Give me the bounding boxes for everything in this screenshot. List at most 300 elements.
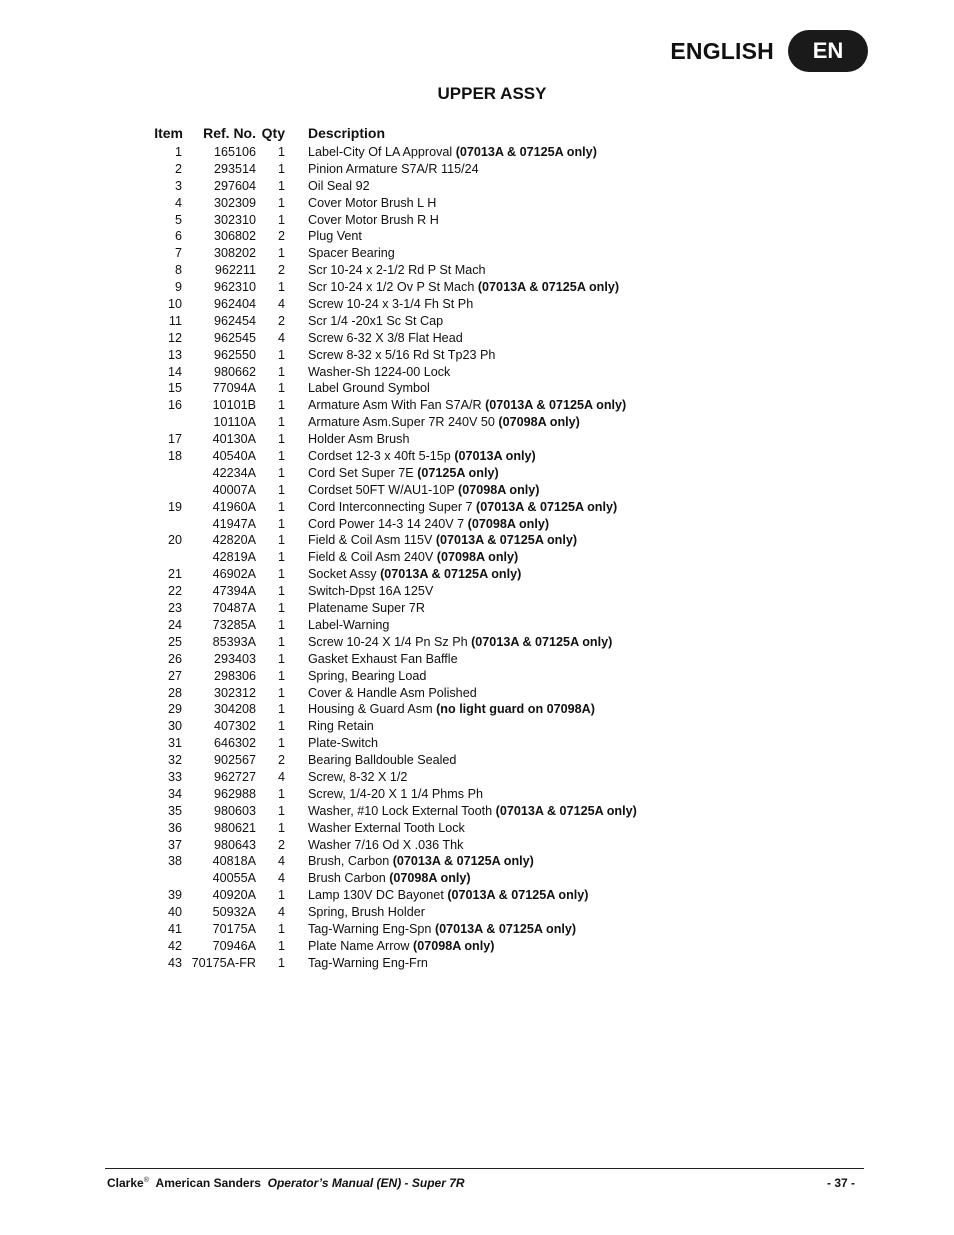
- table-row: [145, 904, 665, 921]
- description: [285, 820, 465, 837]
- quantity: 2: [277, 837, 285, 852]
- item-number: 37: [167, 837, 182, 852]
- language-label: ENGLISH: [670, 37, 774, 64]
- item-number: 27: [167, 668, 182, 683]
- description-text: Socket Assy: [308, 567, 377, 582]
- ref-number: 962404: [213, 297, 256, 312]
- item-number: 43: [167, 955, 182, 970]
- quantity: 1: [277, 617, 285, 632]
- table-row: [145, 516, 665, 533]
- item-number: 11: [168, 313, 182, 328]
- item-number: [145, 414, 182, 431]
- quantity: 1: [277, 499, 285, 514]
- item-number: 8: [174, 263, 182, 278]
- column-header-ref: Ref. No.: [203, 125, 256, 141]
- item-number: 4: [174, 195, 182, 210]
- description-text: Screw, 1/4-20 X 1 1/4 Phms Ph: [308, 786, 484, 801]
- registered-mark: ®: [143, 1177, 149, 1184]
- footer-left: [107, 1176, 465, 1190]
- item-number: 13: [167, 347, 182, 362]
- model-note: (07013A & 07125A only): [392, 854, 534, 869]
- ref-number: 41960A: [212, 499, 256, 514]
- quantity: 1: [277, 145, 285, 159]
- description-text: Oil Seal 92: [308, 178, 370, 193]
- model-note: (07013A & 07125A only): [455, 145, 597, 159]
- ref-number: 308202: [213, 246, 256, 261]
- table-row: [145, 414, 665, 431]
- item-number: 40: [167, 905, 182, 920]
- description: [285, 414, 580, 431]
- table-row: [145, 448, 665, 465]
- table-row: [145, 837, 665, 854]
- model-note: (07125A only): [417, 465, 499, 480]
- ref-number: 297604: [213, 178, 256, 193]
- table-row: [145, 955, 665, 972]
- item-number: 1: [174, 145, 182, 159]
- ref-number: 70175A: [212, 921, 256, 936]
- description-text: Washer 7/16 Od X .036 Thk: [308, 837, 464, 852]
- description: [285, 330, 463, 347]
- ref-number: 302310: [213, 212, 256, 227]
- description-text: Cord Power 14-3 14 240V 7: [308, 516, 465, 531]
- description: [285, 532, 577, 549]
- table-row: [145, 397, 665, 414]
- quantity: 1: [277, 161, 285, 176]
- ref-number: 165106: [213, 145, 256, 159]
- quantity: 1: [277, 634, 285, 649]
- table-row: [145, 853, 665, 870]
- description-text: Cord Interconnecting Super 7: [308, 499, 473, 514]
- quantity: 1: [277, 921, 285, 936]
- description: [285, 803, 637, 820]
- description-text: Label-Warning: [308, 617, 390, 632]
- description: [285, 617, 389, 634]
- description: [285, 904, 425, 921]
- description: [285, 786, 483, 803]
- ref-number: 40130A: [212, 432, 256, 447]
- model-note: (07098A only): [458, 482, 540, 497]
- quantity: 1: [277, 398, 285, 413]
- description-text: Field & Coil Asm 115V: [308, 533, 433, 548]
- description-text: Plate Name Arrow: [308, 938, 410, 953]
- item-number: 14: [167, 364, 182, 379]
- description-text: Cover & Handle Asm Polished: [308, 685, 477, 700]
- description: [285, 887, 589, 904]
- description-text: Switch-Dpst 16A 125V: [308, 584, 434, 599]
- description: [285, 921, 576, 938]
- ref-number: 293514: [213, 161, 256, 176]
- ref-number: 70175A-FR: [191, 955, 256, 970]
- description-text: Screw 10-24 x 3-1/4 Fh St Ph: [308, 297, 474, 312]
- quantity: 1: [277, 651, 285, 666]
- table-row: [145, 431, 665, 448]
- description-text: Screw, 8-32 X 1/2: [308, 769, 408, 784]
- model-note: (07013A only): [454, 449, 536, 464]
- parts-table: [145, 124, 665, 972]
- table-row: [145, 245, 665, 262]
- item-number: [145, 465, 182, 482]
- description: [285, 161, 479, 178]
- description-text: Pinion Armature S7A/R 115/24: [308, 161, 479, 176]
- description: [285, 195, 436, 212]
- model-note: (07013A & 07125A only): [380, 567, 522, 582]
- table-row: [145, 820, 665, 837]
- description: [285, 296, 473, 313]
- table-row: [145, 786, 665, 803]
- quantity: 1: [277, 432, 285, 447]
- quantity: 2: [277, 263, 285, 278]
- quantity: 1: [277, 719, 285, 734]
- quantity: 4: [277, 905, 285, 920]
- description: [285, 668, 426, 685]
- description: [285, 549, 518, 566]
- table-row: [145, 532, 665, 549]
- table-row: [145, 803, 665, 820]
- description: [285, 735, 378, 752]
- item-number: 21: [167, 567, 182, 582]
- ref-number: 50932A: [212, 905, 256, 920]
- table-row: [145, 718, 665, 735]
- item-number: 36: [167, 820, 182, 835]
- description: [285, 313, 443, 330]
- quantity: 4: [277, 297, 285, 312]
- quantity: 1: [277, 550, 285, 565]
- model-note: (07098A only): [498, 415, 580, 430]
- page-footer: [107, 1176, 855, 1190]
- quantity: 1: [277, 415, 285, 430]
- table-row: [145, 634, 665, 651]
- item-number: 15: [167, 381, 182, 396]
- quantity: 1: [277, 347, 285, 362]
- item-number: 10: [167, 297, 182, 312]
- model-note: (07013A & 07125A only): [434, 921, 577, 936]
- table-row: [145, 617, 665, 634]
- model-note: (07013A & 07125A only): [447, 888, 589, 903]
- description-text: Spring, Brush Holder: [308, 905, 425, 920]
- model-note: (07098A only): [467, 516, 550, 531]
- item-number: 23: [167, 601, 182, 616]
- item-number: 19: [167, 499, 182, 514]
- description-text: Screw 8-32 x 5/16 Rd St Tp23 Ph: [308, 347, 496, 362]
- table-header-row: [145, 124, 665, 143]
- description-text: Armature Asm With Fan S7A/R: [308, 398, 482, 413]
- table-row: [145, 330, 665, 347]
- table-row: [145, 347, 665, 364]
- ref-number: 40920A: [212, 888, 256, 903]
- quantity: 1: [277, 364, 285, 379]
- item-number: 30: [167, 719, 182, 734]
- item-number: 17: [167, 432, 182, 447]
- item-number: 42: [167, 938, 182, 953]
- quantity: 1: [277, 820, 285, 835]
- footer-company: American Sanders: [155, 1176, 261, 1190]
- description: [285, 245, 395, 262]
- ref-number: 962211: [214, 263, 256, 278]
- ref-number: 302312: [213, 685, 256, 700]
- description-text: Housing & Guard Asm: [308, 702, 433, 717]
- ref-number: 46902A: [212, 567, 256, 582]
- ref-number: 304208: [213, 702, 256, 717]
- item-number: 31: [167, 736, 182, 751]
- description-text: Washer-Sh 1224-00 Lock: [308, 364, 451, 379]
- item-number: 20: [167, 533, 182, 548]
- description: [285, 144, 597, 161]
- description: [285, 482, 539, 499]
- table-row: [145, 685, 665, 702]
- item-number: 25: [167, 634, 182, 649]
- quantity: 4: [277, 871, 285, 886]
- item-number: 3: [174, 178, 182, 193]
- description-text: Cord Set Super 7E: [308, 465, 414, 480]
- description-text: Bearing Balldouble Sealed: [308, 753, 457, 768]
- description: [285, 178, 370, 195]
- description-text: Washer, #10 Lock External Tooth: [308, 803, 493, 818]
- ref-number: 77094A: [212, 381, 256, 396]
- table-row: [145, 212, 665, 229]
- description: [285, 516, 549, 533]
- description-text: Label Ground Symbol: [308, 381, 430, 396]
- description-text: Cordset 50FT W/AU1-10P: [308, 482, 455, 497]
- language-header: [670, 30, 868, 72]
- table-row: [145, 144, 665, 161]
- description: [285, 870, 471, 887]
- model-note: (07013A & 07125A only): [495, 803, 637, 818]
- table-row: [145, 701, 665, 718]
- item-number: 16: [167, 398, 182, 413]
- description-text: Spring, Bearing Load: [308, 668, 427, 683]
- ref-number: 980662: [213, 364, 256, 379]
- table-row: [145, 549, 665, 566]
- quantity: 4: [277, 854, 285, 869]
- ref-number: 962727: [213, 769, 256, 784]
- item-number: 7: [174, 246, 182, 261]
- description: [285, 685, 477, 702]
- quantity: 1: [277, 938, 285, 953]
- description-text: Scr 1/4 -20x1 Sc St Cap: [308, 313, 444, 328]
- description-text: Scr 10-24 x 2-1/2 Rd P St Mach: [308, 263, 486, 278]
- table-row: [145, 195, 665, 212]
- item-number: 35: [167, 803, 182, 818]
- description: [285, 837, 463, 854]
- item-number: 9: [174, 280, 182, 295]
- page-number: - 37 -: [826, 1176, 855, 1190]
- description: [285, 651, 458, 668]
- table-row: [145, 380, 665, 397]
- ref-number: 298306: [213, 668, 256, 683]
- description: [285, 853, 534, 870]
- description: [285, 634, 612, 651]
- description-text: Cover Motor Brush L H: [308, 195, 437, 210]
- description: [285, 752, 456, 769]
- ref-number: 962454: [213, 313, 256, 328]
- table-body: [145, 144, 665, 972]
- ref-number: 85393A: [212, 634, 256, 649]
- description: [285, 364, 450, 381]
- ref-number: 40540A: [212, 449, 256, 464]
- description: [285, 701, 595, 718]
- ref-number: 40007A: [212, 482, 256, 497]
- model-note: (07013A & 07125A only): [477, 280, 620, 295]
- ref-number: 980621: [213, 820, 256, 835]
- item-number: 12: [167, 330, 182, 345]
- description: [285, 380, 430, 397]
- description-text: Scr 10-24 x 1/2 Ov P St Mach: [308, 280, 475, 295]
- ref-number: 10101B: [212, 398, 256, 413]
- ref-number: 42820A: [212, 533, 256, 548]
- description-text: Tag-Warning Eng-Spn: [308, 921, 432, 936]
- quantity: 2: [277, 313, 285, 328]
- ref-number: 42819A: [212, 550, 256, 565]
- quantity: 1: [277, 482, 285, 497]
- description: [285, 769, 407, 786]
- table-row: [145, 279, 665, 296]
- description-text: Washer External Tooth Lock: [308, 820, 465, 835]
- description: [285, 228, 362, 245]
- description-text: Brush Carbon: [308, 871, 386, 886]
- ref-number: 47394A: [212, 584, 256, 599]
- description: [285, 397, 626, 414]
- ref-number: 70487A: [212, 601, 256, 616]
- item-number: [145, 482, 182, 499]
- table-row: [145, 921, 665, 938]
- quantity: 1: [277, 212, 285, 227]
- quantity: 1: [277, 449, 285, 464]
- table-row: [145, 651, 665, 668]
- quantity: 2: [277, 229, 285, 244]
- description-text: Cover Motor Brush R H: [308, 212, 439, 227]
- description: [285, 955, 428, 972]
- column-header-qty: Qty: [261, 125, 285, 141]
- description-text: Brush, Carbon: [308, 854, 390, 869]
- description-text: Field & Coil Asm 240V: [308, 550, 434, 565]
- table-row: [145, 735, 665, 752]
- ref-number: 293403: [213, 651, 256, 666]
- quantity: 4: [277, 769, 285, 784]
- column-header-description: Description: [308, 125, 386, 141]
- ref-number: 646302: [213, 736, 256, 751]
- quantity: 1: [277, 786, 285, 801]
- description: [285, 262, 486, 279]
- ref-number: 980643: [213, 837, 256, 852]
- table-row: [145, 228, 665, 245]
- item-number: 26: [167, 651, 182, 666]
- description-text: Platename Super 7R: [308, 601, 425, 616]
- table-row: [145, 364, 665, 381]
- quantity: 1: [277, 584, 285, 599]
- table-row: [145, 161, 665, 178]
- quantity: 1: [277, 803, 285, 818]
- table-row: [145, 262, 665, 279]
- description: [285, 499, 617, 516]
- ref-number: 40818A: [212, 854, 256, 869]
- description-text: Spacer Bearing: [308, 246, 395, 261]
- ref-number: 41947A: [212, 516, 256, 531]
- item-number: [145, 870, 182, 887]
- description-text: Armature Asm.Super 7R 240V 50: [308, 415, 495, 430]
- quantity: 1: [277, 668, 285, 683]
- quantity: 1: [277, 533, 285, 548]
- ref-number: 962310: [213, 280, 256, 295]
- ref-number: 10110A: [213, 415, 256, 430]
- description-text: Ring Retain: [308, 719, 374, 734]
- model-note: (no light guard on 07098A): [436, 702, 595, 717]
- ref-number: 40055A: [212, 871, 256, 886]
- ref-number: 962988: [213, 786, 256, 801]
- ref-number: 70946A: [212, 938, 256, 953]
- description-text: Cordset 12-3 x 40ft 5-15p: [308, 449, 451, 464]
- quantity: 1: [277, 178, 285, 193]
- quantity: 1: [277, 567, 285, 582]
- ref-number: 73285A: [212, 617, 256, 632]
- description: [285, 465, 499, 482]
- description-text: Holder Asm Brush: [308, 432, 410, 447]
- table-row: [145, 887, 665, 904]
- ref-number: 962545: [213, 330, 256, 345]
- description: [285, 583, 433, 600]
- description: [285, 279, 619, 296]
- table-row: [145, 600, 665, 617]
- table-row: [145, 938, 665, 955]
- footer-manual-title: Operator’s Manual (EN) - Super 7R: [267, 1176, 465, 1190]
- table-row: [145, 313, 665, 330]
- quantity: 1: [277, 888, 285, 903]
- ref-number: 42234A: [212, 465, 256, 480]
- table-row: [145, 583, 665, 600]
- quantity: 1: [277, 195, 285, 210]
- description-text: Screw 6-32 X 3/8 Flat Head: [308, 330, 463, 345]
- item-number: 28: [167, 685, 182, 700]
- model-note: (07098A only): [389, 871, 471, 886]
- item-number: 5: [174, 212, 182, 227]
- item-number: 6: [174, 229, 182, 244]
- model-note: (07013A & 07125A only): [471, 634, 613, 649]
- item-number: 18: [167, 449, 182, 464]
- quantity: 1: [277, 736, 285, 751]
- quantity: 1: [277, 955, 285, 970]
- model-note: (07098A only): [413, 938, 495, 953]
- description-text: Lamp 130V DC Bayonet: [308, 888, 444, 903]
- item-number: [145, 516, 182, 533]
- quantity: 1: [277, 601, 285, 616]
- ref-number: 306802: [213, 229, 256, 244]
- model-note: (07098A only): [436, 550, 519, 565]
- item-number: 33: [167, 769, 182, 784]
- description: [285, 212, 439, 229]
- language-code-badge: EN: [788, 30, 868, 72]
- ref-number: 902567: [213, 753, 256, 768]
- table-row: [145, 566, 665, 583]
- item-number: 29: [167, 702, 182, 717]
- item-number: 38: [167, 854, 182, 869]
- model-note: (07013A & 07125A only): [435, 533, 578, 548]
- item-number: 32: [167, 753, 182, 768]
- quantity: 1: [277, 246, 285, 261]
- description: [285, 566, 521, 583]
- quantity: 1: [277, 702, 285, 717]
- item-number: 24: [167, 617, 182, 632]
- table-row: [145, 465, 665, 482]
- table-row: [145, 668, 665, 685]
- table-row: [145, 870, 665, 887]
- description: [285, 347, 495, 364]
- section-title: UPPER ASSY: [437, 84, 547, 103]
- description-text: Plate-Switch: [308, 736, 378, 751]
- item-number: 2: [174, 161, 182, 176]
- item-number: [145, 549, 182, 566]
- description-text: Plug Vent: [308, 229, 362, 244]
- table-row: [145, 178, 665, 195]
- item-number: 39: [167, 888, 182, 903]
